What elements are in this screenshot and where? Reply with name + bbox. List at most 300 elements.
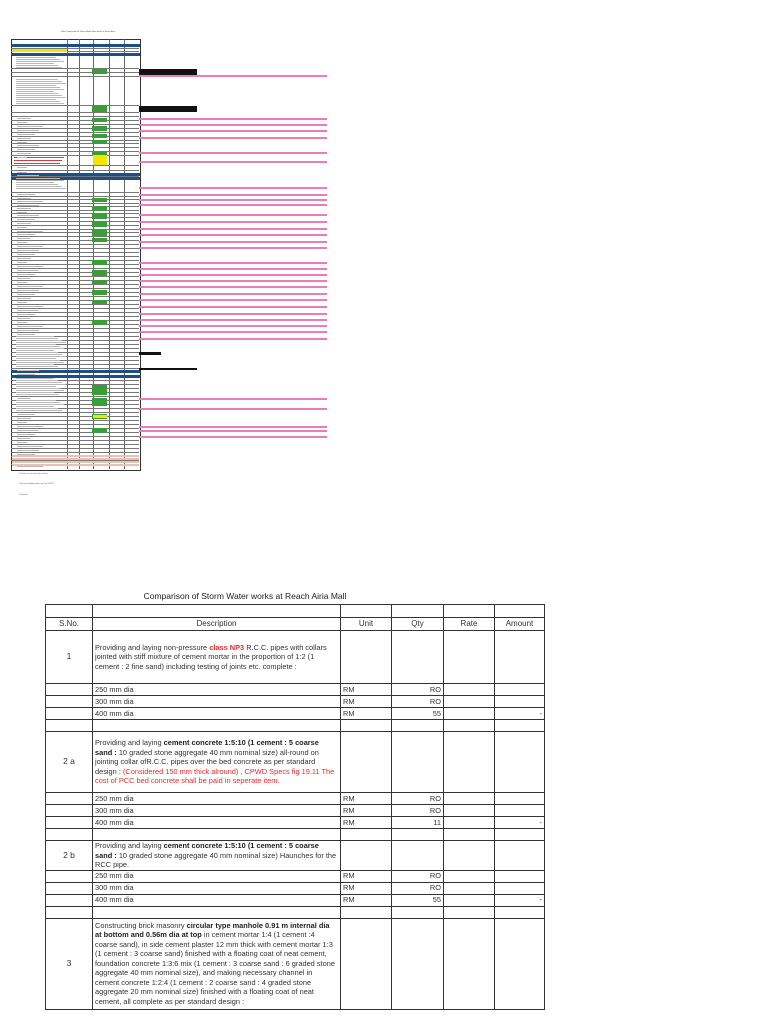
thumbnail-text-line	[17, 242, 27, 243]
thumbnail-green-cell	[92, 118, 107, 122]
thumbnail-row-line	[11, 140, 139, 141]
spacer-cell	[444, 906, 495, 918]
table-row	[46, 805, 545, 817]
thumbnail-text-line	[17, 262, 27, 263]
description-emphasis: cement concrete 1:5:10 (1 cement : 5 coarse sand :	[95, 841, 319, 860]
empty-cell	[495, 631, 545, 684]
row-qty: RO	[392, 684, 444, 696]
thumbnail-text-line	[17, 342, 27, 343]
thumbnail-highlight-bar	[139, 398, 327, 400]
row-sno-cell	[46, 696, 93, 708]
thumbnail-highlight-bar	[139, 247, 327, 249]
description-emphasis: class NP3	[209, 642, 245, 652]
item-number: 1	[46, 631, 93, 684]
thumbnail-row-line	[11, 68, 139, 69]
thumbnail-text-line	[17, 326, 43, 327]
row-amount	[495, 882, 545, 894]
description-text: Providing and laying	[95, 738, 164, 748]
thumbnail-row-line	[11, 225, 139, 226]
thumbnail-row-line	[11, 240, 139, 241]
thumbnail-highlight-bar	[139, 137, 327, 139]
thumbnail-text-line	[17, 223, 31, 224]
thumbnail-green-cell	[92, 126, 107, 131]
thumbnail-text-line	[17, 402, 27, 403]
thumbnail-text-line	[17, 330, 39, 331]
row-description: 250 mm dia	[93, 870, 341, 882]
thumbnail-text-line	[17, 418, 31, 419]
row-description: 300 mm dia	[93, 882, 341, 894]
empty-cell	[341, 918, 392, 1009]
spacer-cell	[444, 720, 495, 732]
thumbnail-highlight-bar	[139, 204, 327, 206]
row-qty: RO	[392, 805, 444, 817]
thumbnail-text-line	[17, 450, 39, 451]
spacer-cell	[93, 829, 341, 841]
thumbnail-green-cell	[92, 290, 107, 295]
row-rate	[444, 817, 495, 829]
thumbnail-text-line	[17, 410, 39, 411]
row-unit: RM	[341, 696, 392, 708]
thumbnail-text-line	[17, 138, 31, 139]
thumbnail-text-line	[17, 201, 43, 202]
description-note: (Considered 150 mm thick alround) , CPWD Specs fig 19.11 The cost of PCC bed concrete shall be paid in seperate item.	[95, 766, 335, 786]
thumbnail-highlight-bar	[139, 319, 327, 321]
thumbnail-text-line	[17, 134, 35, 135]
row-amount	[495, 684, 545, 696]
thumbnail-text-line	[17, 398, 31, 399]
thumbnail-green-cell	[92, 230, 107, 236]
thumbnail-text-line	[16, 91, 54, 92]
thumbnail-text-line	[17, 238, 31, 239]
thumbnail-text-line	[16, 93, 58, 94]
table-row	[46, 708, 545, 720]
empty-cell	[444, 918, 495, 1009]
row-description: 250 mm dia	[93, 793, 341, 805]
thumbnail-text-line	[17, 390, 39, 391]
thumbnail-green-cell	[92, 134, 107, 138]
thumbnail-highlight-bar	[139, 313, 327, 315]
row-rate	[444, 696, 495, 708]
thumbnail-text-line	[16, 97, 66, 98]
thumbnail-text-line	[16, 79, 58, 80]
row-amount	[495, 793, 545, 805]
description-emphasis: cement concrete 1:5:10 (1 cement : 5 coarse sand :	[95, 738, 319, 757]
spacer-cell	[495, 829, 545, 841]
item-number: 3	[46, 918, 93, 1009]
row-unit: RM	[341, 684, 392, 696]
thumbnail-text-line	[16, 65, 58, 66]
row-sno-cell	[46, 793, 93, 805]
thumbnail-text-line	[17, 254, 35, 255]
thumbnail-text-line	[16, 184, 58, 185]
thumbnail-green-cell	[92, 270, 107, 276]
row-description: 300 mm dia	[93, 805, 341, 817]
description-emphasis: circular type manhole 0.91 m internal dia at bottom and 0.56m dia at top	[95, 920, 330, 940]
thumbnail-text-line	[17, 426, 43, 427]
thumbnail-green-cell	[92, 320, 107, 325]
thumbnail-annotation-box	[139, 106, 197, 112]
row-amount: -	[495, 894, 545, 906]
thumbnail-text-line	[17, 231, 43, 232]
thumbnail-yellow-cell	[12, 49, 67, 52]
thumbnail-highlight-bar	[139, 234, 327, 236]
thumbnail-text-line	[17, 227, 27, 228]
row-qty: RO	[392, 870, 444, 882]
thumbnail-text-line	[17, 414, 35, 415]
thumbnail-text-line	[17, 172, 27, 173]
table-row	[46, 870, 545, 882]
thumbnail-title: Rate Comparison for Storm Water drain works at Reach Airia	[61, 31, 115, 33]
thumbnail-highlight-bar	[139, 426, 327, 428]
thumbnail-annotation-box	[139, 352, 161, 355]
empty-cell	[495, 732, 545, 793]
thumbnail-text-line	[16, 101, 60, 102]
item-description-row	[46, 732, 545, 793]
spacer-cell	[93, 906, 341, 918]
thumbnail-text-line	[17, 126, 43, 127]
thumbnail-row-line	[11, 210, 139, 211]
empty-cell	[392, 841, 444, 871]
thumbnail-text-line	[16, 182, 54, 183]
thumbnail-row-line	[11, 120, 139, 121]
empty-cell	[444, 841, 495, 871]
thumbnail-text-line	[16, 81, 62, 82]
table-row	[46, 684, 545, 696]
thumbnail-green-cell	[92, 428, 107, 433]
row-qty: RO	[392, 696, 444, 708]
thumbnail-green-cell	[92, 238, 107, 242]
thumbnail-green-cell	[92, 206, 107, 211]
thumbnail-text-line	[17, 130, 39, 131]
thumbnail-text-line	[17, 366, 43, 367]
thumbnail-text-line	[17, 145, 39, 146]
item-description-row	[46, 918, 545, 1009]
thumbnail-text-line	[17, 270, 39, 271]
thumbnail-highlight-bar	[139, 299, 327, 301]
thumbnail-highlight-bar	[139, 331, 327, 333]
item-description	[93, 841, 341, 871]
table-row	[46, 696, 545, 708]
description-text-cont: 10 graded stone aggregate 40 mm nominal size) all-round on jointing collar ofR.C.C. pipes over the bed concrete as per standard design :	[95, 747, 319, 776]
thumbnail-highlight-bar	[139, 286, 327, 288]
table-row	[46, 894, 545, 906]
thumbnail-green-cell	[92, 214, 107, 219]
thumbnail-text-line	[17, 434, 35, 435]
thumbnail-highlight-bar	[139, 430, 327, 432]
thumbnail-text-line	[16, 103, 64, 104]
thumbnail-row-line	[11, 280, 139, 281]
thumbnail-highlight-bar	[139, 241, 327, 243]
spacer-cell	[341, 829, 392, 841]
thumbnail-highlight-bar	[139, 408, 327, 410]
row-qty: 55	[392, 708, 444, 720]
thumbnail-total-row	[12, 461, 139, 463]
thumbnail-text-line	[16, 57, 56, 58]
thumbnail-highlight-bar	[139, 130, 327, 132]
sheet-title: Comparison of Storm Water works at Reach Airia Mall	[143, 591, 347, 601]
thumbnail-text-line	[16, 180, 64, 181]
thumbnail-section-band	[11, 44, 140, 47]
thumbnail-text-line	[17, 208, 31, 209]
blank-top-row	[46, 605, 545, 618]
table-row	[46, 793, 545, 805]
empty-cell	[392, 631, 444, 684]
thumbnail-text-line	[16, 67, 62, 68]
thumbnail-row-line	[11, 72, 139, 73]
thumbnail-text-line	[17, 178, 31, 179]
thumbnail-text-line	[17, 406, 43, 407]
header-description: Description	[93, 618, 341, 631]
row-qty: RO	[392, 793, 444, 805]
row-description: 400 mm dia	[93, 817, 341, 829]
empty-cell	[444, 732, 495, 793]
thumbnail-text-line	[17, 294, 35, 295]
spacer-cell	[495, 720, 545, 732]
thumbnail-text-line	[16, 59, 60, 60]
row-amount: -	[495, 708, 545, 720]
thumbnail-text-line	[17, 250, 39, 251]
thumbnail-highlight-bar	[139, 221, 327, 223]
row-unit: RM	[341, 793, 392, 805]
thumbnail-green-cell	[92, 69, 107, 74]
thumbnail-text-line	[17, 422, 27, 423]
thumbnail-text-line	[17, 205, 39, 206]
thumbnail-row-line	[11, 440, 139, 441]
thumbnail-text-line	[17, 314, 35, 315]
thumbnail-text-line	[17, 157, 27, 158]
thumbnail-text-line	[17, 153, 31, 154]
thumbnail-highlight-bar	[139, 228, 327, 230]
row-sno-cell	[46, 684, 93, 696]
thumbnail-text-line	[17, 286, 43, 287]
row-sno-cell	[46, 882, 93, 894]
thumbnail-text-line	[17, 358, 31, 359]
row-unit: RM	[341, 894, 392, 906]
comparison-table	[45, 604, 545, 1010]
thumbnail-text-line	[17, 438, 31, 439]
thumbnail-note-1: a) Rates are for the items shown	[19, 473, 48, 475]
row-description: 400 mm dia	[93, 894, 341, 906]
thumbnail-highlight-bar	[139, 306, 327, 308]
row-qty: 11	[392, 817, 444, 829]
item-description	[93, 732, 341, 793]
thumbnail-text-line	[17, 118, 31, 119]
spacer-cell	[392, 829, 444, 841]
thumbnail-note-3: Prepared	[19, 494, 28, 496]
header-qty: Qty	[392, 618, 444, 631]
thumbnail-green-cell	[92, 398, 107, 406]
thumbnail-green-cell	[92, 222, 107, 227]
row-description: 300 mm dia	[93, 696, 341, 708]
thumbnail-text-line	[17, 234, 35, 235]
thumbnail-text-line	[17, 246, 43, 247]
thumbnail-text-line	[17, 334, 35, 335]
thumbnail-text-line	[17, 306, 43, 307]
thumbnail-highlight-bar	[139, 194, 327, 196]
empty-cell	[341, 841, 392, 871]
thumbnail-row-line	[11, 300, 139, 301]
spacer-cell	[392, 906, 444, 918]
row-sno-cell	[46, 708, 93, 720]
thumbnail-text-line	[17, 274, 35, 275]
item-number: 2 a	[46, 732, 93, 793]
thumbnail-red-text	[14, 160, 62, 161]
thumbnail-text-line	[16, 89, 64, 90]
thumbnail-text-line	[17, 322, 27, 323]
row-rate	[444, 708, 495, 720]
thumbnail-text-line	[17, 446, 43, 447]
row-rate	[444, 882, 495, 894]
empty-cell	[495, 841, 545, 871]
row-unit: RM	[341, 870, 392, 882]
spacer-cell	[46, 720, 93, 732]
empty-cell	[392, 732, 444, 793]
thumbnail-text-line	[17, 430, 39, 431]
thumbnail-highlight-bar	[139, 262, 327, 264]
row-unit: RM	[341, 882, 392, 894]
thumbnail-text-line	[17, 350, 39, 351]
row-amount	[495, 805, 545, 817]
description-text-cont: R.C.C. pipes with collars jointed with stiff mixture of cement mortar in the proportion of 1:2 (1 cement : 2 fine sand) including testing of joints etc. complete :	[95, 642, 327, 671]
row-rate	[444, 793, 495, 805]
thumbnail-text-line	[17, 298, 31, 299]
header-row	[46, 618, 545, 631]
thumbnail-row-line	[11, 420, 139, 421]
thumbnail-text-line	[17, 215, 39, 216]
thumbnail-row-line	[11, 155, 139, 156]
thumbnail-red-text	[14, 163, 60, 164]
description-text-cont: in cement mortar 1:4 (1 cement :4 coarse sand), in side cement plaster 12 mm thick with cement mortar 1:3 (1 cement : 3 coarse sand) finished with a floating coat of neat cement, foundation concrete 1:3:6 mix (1 cement : 3 coarse sand : 6 graded stone aggregate 40 mm nominal size), and making necessary channel in cement concrete 1:2:4 (1 cement : 2 coarse sand : 4 graded stone aggregate 20 mm nominal size) finished with a floating coat of neat cement, all complete as per standard design :	[95, 930, 335, 1006]
row-qty: RO	[392, 882, 444, 894]
thumbnail-highlight-bar	[139, 187, 327, 189]
spacer-cell	[444, 829, 495, 841]
thumbnail-text-line	[16, 63, 54, 64]
row-sno-cell	[46, 805, 93, 817]
thumbnail-text-line	[17, 370, 39, 371]
spacer-row	[46, 906, 545, 918]
thumbnail-text-line	[17, 310, 39, 311]
header-rate: Rate	[444, 618, 495, 631]
row-sno-cell	[46, 817, 93, 829]
thumbnail-text-line	[17, 149, 35, 150]
thumbnail-text-line	[16, 87, 60, 88]
thumbnail-green-cell	[92, 198, 107, 202]
thumbnail-green-cell	[92, 260, 107, 265]
thumbnail-text-line	[17, 318, 31, 319]
thumbnail-note-2: Civil and plumbing rates are for 2016-17	[19, 483, 55, 485]
thumbnail-highlight-bar	[139, 124, 327, 126]
thumbnail-text-line	[17, 175, 39, 176]
empty-cell	[341, 631, 392, 684]
item-description-row	[46, 631, 545, 684]
thumbnail-green-cell	[92, 300, 107, 304]
thumbnail-text-line	[17, 266, 43, 267]
row-sno-cell	[46, 894, 93, 906]
thumbnail-text-line	[17, 378, 31, 379]
item-description	[93, 631, 341, 684]
table-row	[46, 817, 545, 829]
row-unit: RM	[341, 708, 392, 720]
header-unit: Unit	[341, 618, 392, 631]
row-qty: 55	[392, 894, 444, 906]
description-text: Constructing brick masonry	[95, 920, 187, 930]
thumbnail-text-line	[17, 346, 43, 347]
header-sno: S.No.	[46, 618, 93, 631]
empty-cell	[341, 732, 392, 793]
thumbnail-green-cell	[92, 106, 107, 112]
thumbnail-total-row	[12, 455, 139, 457]
thumbnail-text-line	[17, 219, 35, 220]
thumbnail-text-line	[16, 186, 62, 187]
empty-cell	[444, 631, 495, 684]
thumbnail-row-line	[11, 320, 139, 321]
thumbnail-text-line	[17, 290, 39, 291]
row-amount	[495, 870, 545, 882]
table-row	[46, 882, 545, 894]
item-description-row	[46, 841, 545, 871]
thumbnail-highlight-bar	[139, 436, 327, 438]
thumbnail-yellow-cell	[93, 155, 107, 165]
spacer-cell	[341, 906, 392, 918]
thumbnail-annotation-box	[139, 368, 197, 370]
row-rate	[444, 684, 495, 696]
spacer-row	[46, 829, 545, 841]
description-text-cont: 10 graded stone aggregate 40 mm nominal size) Haunches for the RCC pipe.	[95, 850, 337, 869]
description-text: Providing and laying	[95, 841, 164, 850]
thumbnail-text-line	[16, 99, 56, 100]
thumbnail-yellow-cell	[93, 415, 107, 418]
thumbnail-text-line	[17, 338, 31, 339]
thumbnail-text-line	[17, 167, 27, 168]
thumbnail-row-line	[11, 165, 139, 166]
thumbnail-text-line	[17, 354, 35, 355]
thumbnail-text-line	[16, 188, 66, 189]
spacer-row	[46, 720, 545, 732]
thumbnail-text-line	[17, 212, 27, 213]
thumbnail-text-line	[17, 258, 31, 259]
item-description	[93, 918, 341, 1009]
thumbnail-text-line	[17, 282, 27, 283]
thumbnail-highlight-bar	[139, 75, 327, 77]
row-unit: RM	[341, 817, 392, 829]
spacer-cell	[392, 720, 444, 732]
thumbnail-text-line	[17, 362, 27, 363]
row-rate	[444, 894, 495, 906]
thumbnail-highlight-bar	[139, 325, 327, 327]
thumbnail-text-line	[17, 198, 31, 199]
thumbnail-text-line	[16, 83, 66, 84]
table-body	[46, 631, 545, 1010]
thumbnail-text-line	[17, 374, 35, 375]
thumbnail-green-cell	[92, 140, 107, 144]
thumbnail-text-line	[17, 194, 35, 195]
thumbnail-text-line	[17, 442, 27, 443]
spacer-cell	[341, 720, 392, 732]
thumbnail-row-line	[11, 260, 139, 261]
row-description: 400 mm dia	[93, 708, 341, 720]
row-amount: -	[495, 817, 545, 829]
row-sno-cell	[46, 870, 93, 882]
thumbnail-row-line	[11, 105, 139, 106]
thumbnail-highlight-bar	[139, 338, 327, 340]
row-rate	[444, 805, 495, 817]
thumbnail-highlight-bar	[139, 214, 327, 216]
thumbnail-text-line	[16, 95, 62, 96]
thumbnail-text-line	[16, 61, 64, 62]
thumbnail-text-line	[17, 278, 31, 279]
thumbnail-section-band	[11, 53, 140, 56]
thumbnail-highlight-bar	[139, 274, 327, 276]
